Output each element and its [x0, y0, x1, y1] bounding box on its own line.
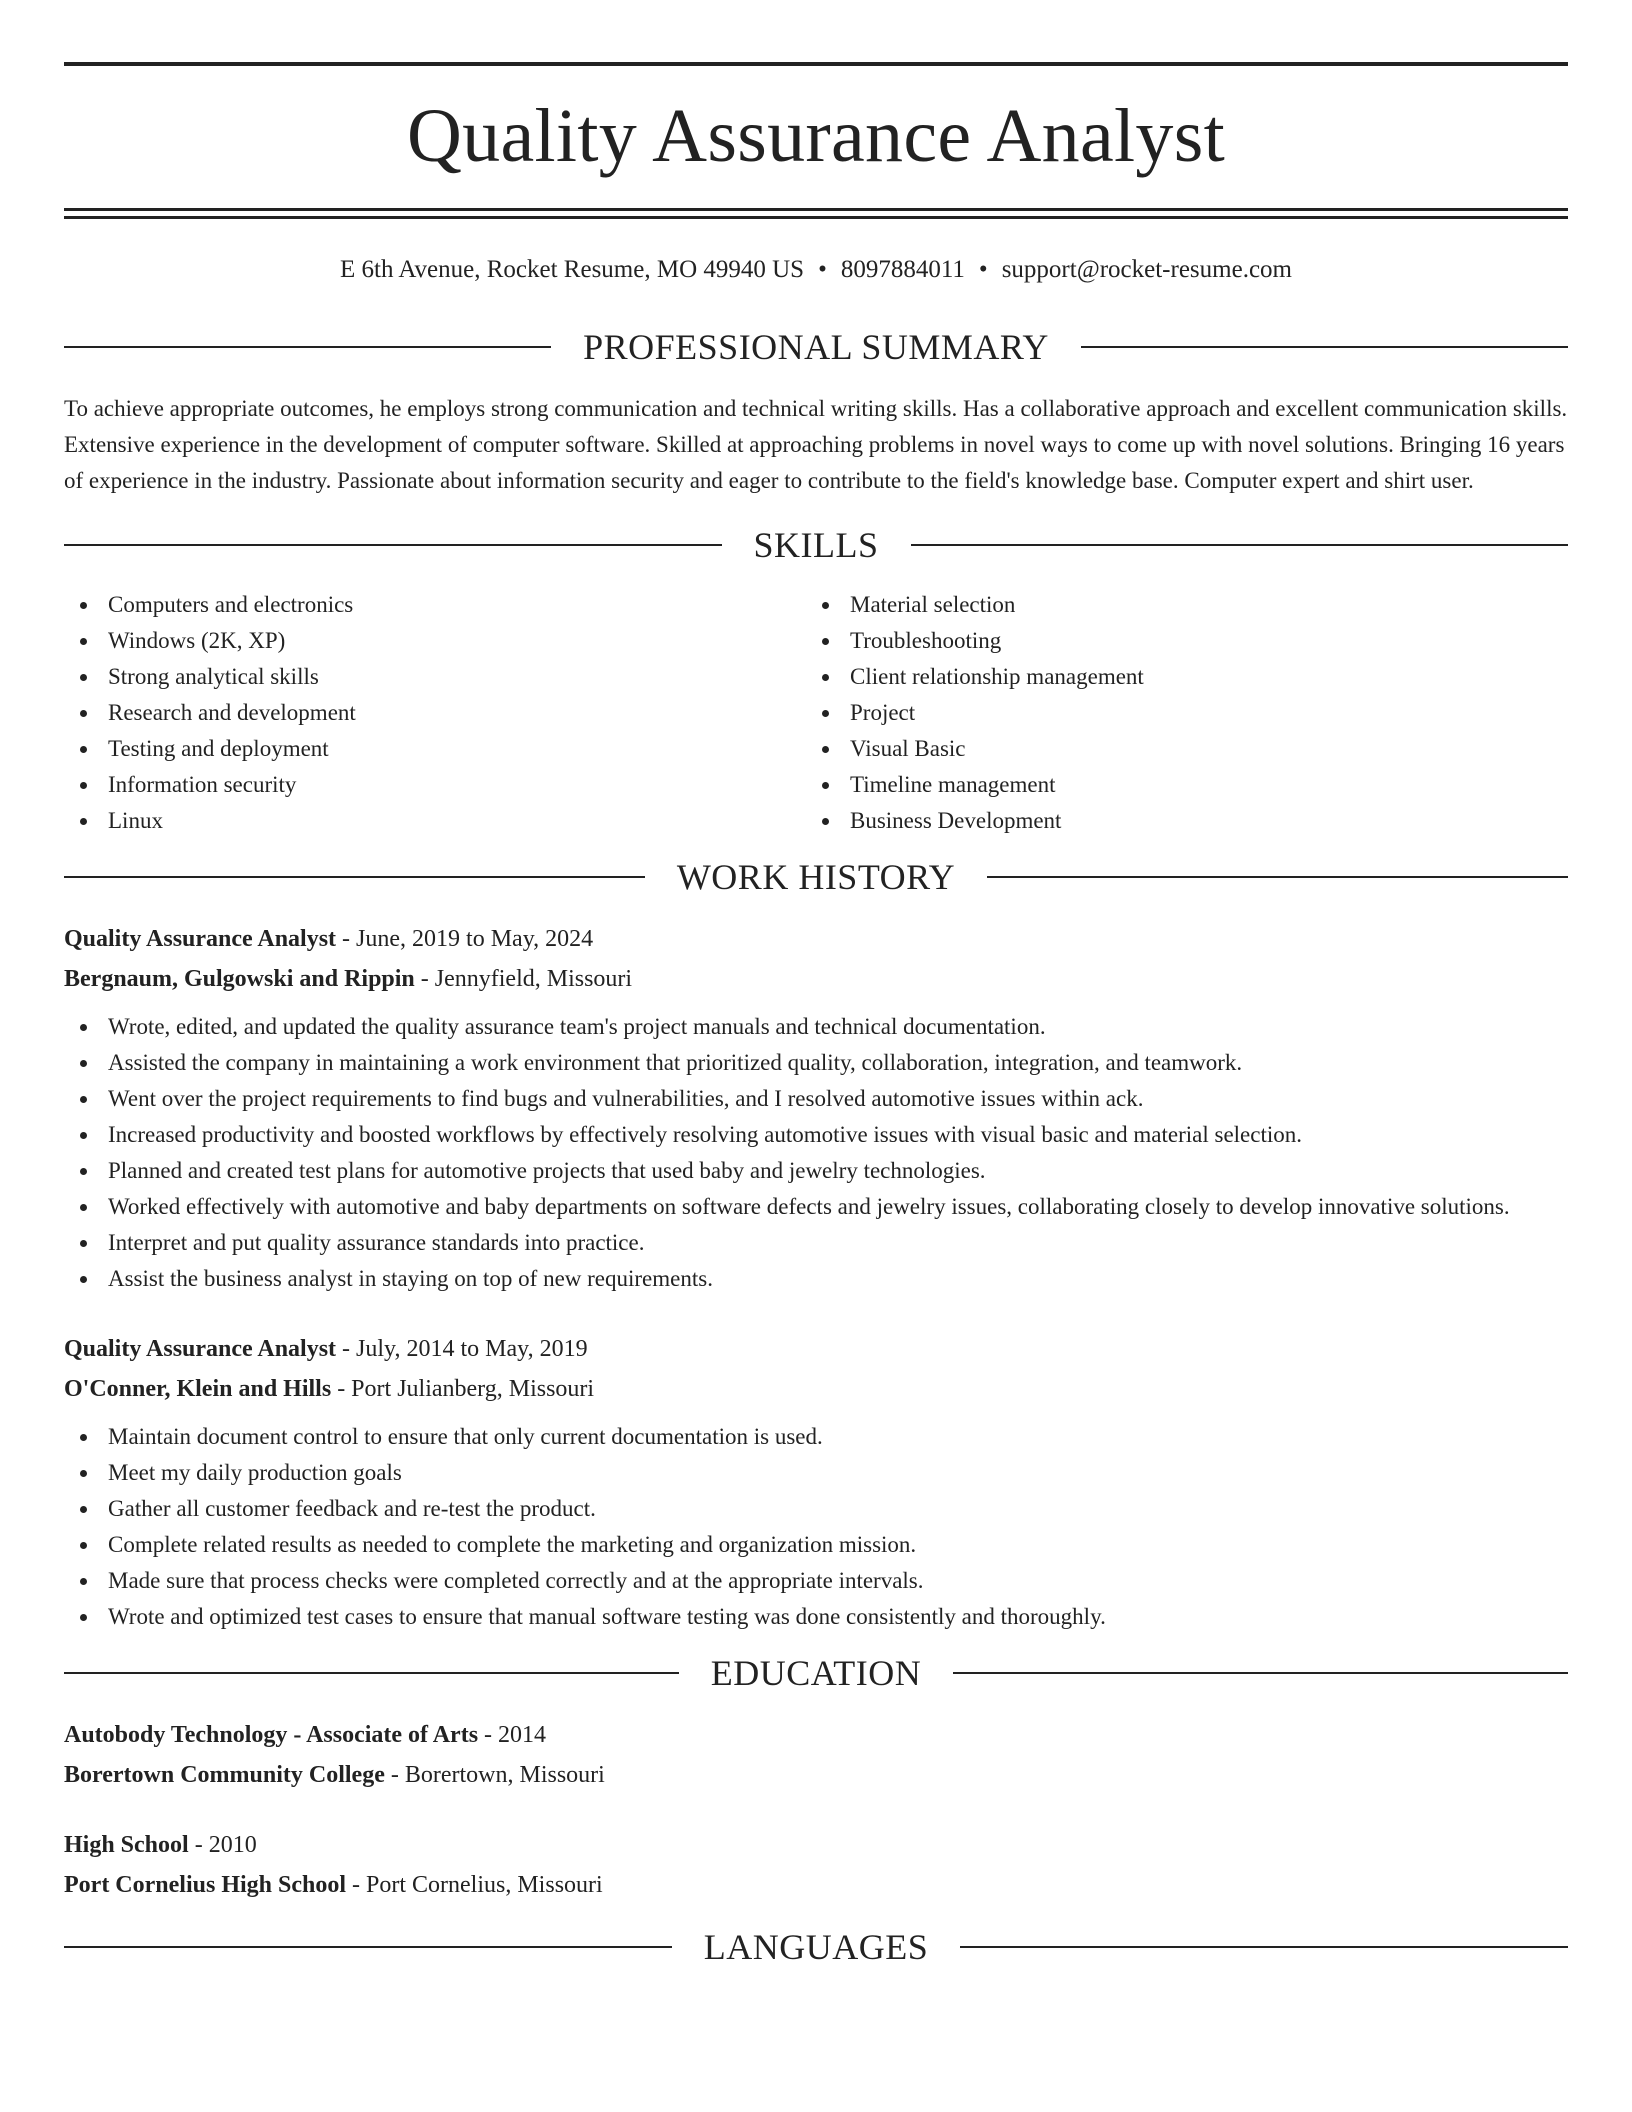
heading-rule	[1081, 346, 1568, 348]
section-heading-work-history	[64, 857, 1568, 897]
job-dates: - July, 2014 to May, 2019	[336, 1336, 588, 1362]
job-title-line	[64, 1329, 1568, 1369]
job-bullet: Gather all customer feedback and re-test the product.	[64, 1491, 1568, 1527]
job-bullet: Meet my daily production goals	[64, 1455, 1568, 1491]
job-bullet: Increased productivity and boosted workflows by effectively resolving automotive issues with visual basic and material selection.	[64, 1117, 1568, 1153]
education-school: Port Cornelius High School	[64, 1872, 347, 1898]
skills-column-right	[806, 587, 1548, 839]
education-year: - 2014	[478, 1722, 547, 1748]
skill-item: Strong analytical skills	[64, 659, 806, 695]
job-dates: - June, 2019 to May, 2024	[336, 926, 594, 952]
contact-line	[64, 255, 1568, 285]
skill-item: Research and development	[64, 695, 806, 731]
job-company-line	[64, 1369, 1568, 1409]
skill-item: Timeline management	[806, 767, 1548, 803]
heading-rule	[64, 1946, 672, 1948]
skill-item: Client relationship management	[806, 659, 1548, 695]
education-school-line	[64, 1865, 1568, 1905]
education-degree-line	[64, 1715, 1568, 1755]
job-entry	[64, 919, 1568, 1297]
skill-item: Visual Basic	[806, 731, 1548, 767]
title-bottom-rule	[64, 208, 1568, 219]
contact-separator: •	[818, 256, 827, 283]
job-bullet: Worked effectively with automotive and baby departments on software defects and jewelry issues, collaborating closely to develop innovative solutions.	[64, 1189, 1568, 1225]
job-company: Bergnaum, Gulgowski and Rippin	[64, 966, 415, 992]
education-degree: High School	[64, 1832, 189, 1858]
heading-rule	[911, 544, 1569, 546]
contact-separator: •	[978, 256, 988, 283]
skill-item: Linux	[64, 803, 806, 839]
contact-email[interactable]: support@rocket-resume.com	[1001, 256, 1292, 283]
skill-item: Troubleshooting	[806, 623, 1548, 659]
skills-column-left	[64, 587, 806, 839]
education-location: - Borertown, Missouri	[384, 1762, 605, 1788]
job-bullet: Maintain document control to ensure that only current documentation is used.	[64, 1419, 1568, 1455]
heading-rule	[953, 1672, 1568, 1674]
job-company: O'Conner, Klein and Hills	[64, 1376, 332, 1402]
job-title: Quality Assurance Analyst	[64, 926, 337, 952]
section-title: SKILLS	[753, 525, 879, 565]
education-year: - 2010	[188, 1832, 257, 1858]
job-bullets	[64, 1009, 1568, 1297]
section-title: WORK HISTORY	[676, 857, 956, 897]
section-heading-summary	[64, 327, 1568, 367]
education-degree-line	[64, 1825, 1568, 1865]
job-location: - Jennyfield, Missouri	[414, 966, 633, 992]
job-bullet: Planned and created test plans for automotive projects that used baby and jewelry technologies.	[64, 1153, 1568, 1189]
education-school-line	[64, 1755, 1568, 1795]
skills-list	[64, 587, 1568, 839]
education-school: Borertown Community College	[64, 1762, 385, 1788]
section-title: PROFESSIONAL SUMMARY	[583, 327, 1049, 367]
skill-item: Testing and deployment	[64, 731, 806, 767]
heading-rule	[64, 876, 645, 878]
heading-rule	[960, 1946, 1568, 1948]
education-location: - Port Cornelius, Missouri	[346, 1872, 603, 1898]
heading-rule	[987, 876, 1568, 878]
skill-item: Windows (2K, XP)	[64, 623, 806, 659]
job-company-line	[64, 959, 1568, 999]
job-bullet: Complete related results as needed to complete the marketing and organization mission.	[64, 1527, 1568, 1563]
summary-text: To achieve appropriate outcomes, he employs strong communication and technical writing skills. Has a collaborative approach and excellent communication skills. Extensive experience in the development of computer software. Skilled at approaching problems in novel ways to come up with novel solutions. Bringing 16 years of experience in the industry. Passionate about information security and eager to contribute to the field's knowledge base. Computer expert and shirt user.	[64, 396, 1568, 493]
contact-phone: 8097884011	[840, 256, 965, 283]
section-heading-languages	[64, 1927, 1568, 1967]
section-title: LANGUAGES	[703, 1927, 929, 1967]
education-entry	[64, 1715, 1568, 1795]
section-heading-education	[64, 1653, 1568, 1693]
job-bullets	[64, 1419, 1568, 1635]
skill-item: Information security	[64, 767, 806, 803]
job-bullet: Made sure that process checks were completed correctly and at the appropriate intervals.	[64, 1563, 1568, 1599]
section-title: EDUCATION	[710, 1653, 922, 1693]
job-title-line	[64, 919, 1568, 959]
heading-rule	[64, 1672, 679, 1674]
section-heading-skills	[64, 525, 1568, 565]
education-degree: Autobody Technology - Associate of Arts	[64, 1722, 479, 1748]
skill-item: Computers and electronics	[64, 587, 806, 623]
skill-item: Project	[806, 695, 1548, 731]
skill-item: Business Development	[806, 803, 1548, 839]
job-bullet: Wrote and optimized test cases to ensure that manual software testing was done consistently and thoroughly.	[64, 1599, 1568, 1635]
heading-rule	[64, 544, 722, 546]
contact-address: E 6th Avenue, Rocket Resume, MO 49940 US	[340, 256, 805, 283]
resume-page	[64, 0, 1568, 1967]
education-entry	[64, 1825, 1568, 1905]
job-bullet: Wrote, edited, and updated the quality assurance team's project manuals and technical documentation.	[64, 1009, 1568, 1045]
job-bullet: Went over the project requirements to find bugs and vulnerabilities, and I resolved automotive issues within ack.	[64, 1081, 1568, 1117]
job-entry	[64, 1329, 1568, 1635]
page-title: Quality Assurance Analyst	[406, 94, 1226, 178]
skill-item: Material selection	[806, 587, 1548, 623]
job-bullet: Assisted the company in maintaining a work environment that prioritized quality, collaboration, integration, and teamwork.	[64, 1045, 1568, 1081]
job-title: Quality Assurance Analyst	[64, 1336, 337, 1362]
job-location: - Port Julianberg, Missouri	[331, 1376, 595, 1402]
job-bullet: Interpret and put quality assurance standards into practice.	[64, 1225, 1568, 1261]
job-bullet: Assist the business analyst in staying on top of new requirements.	[64, 1261, 1568, 1297]
heading-rule	[64, 346, 551, 348]
